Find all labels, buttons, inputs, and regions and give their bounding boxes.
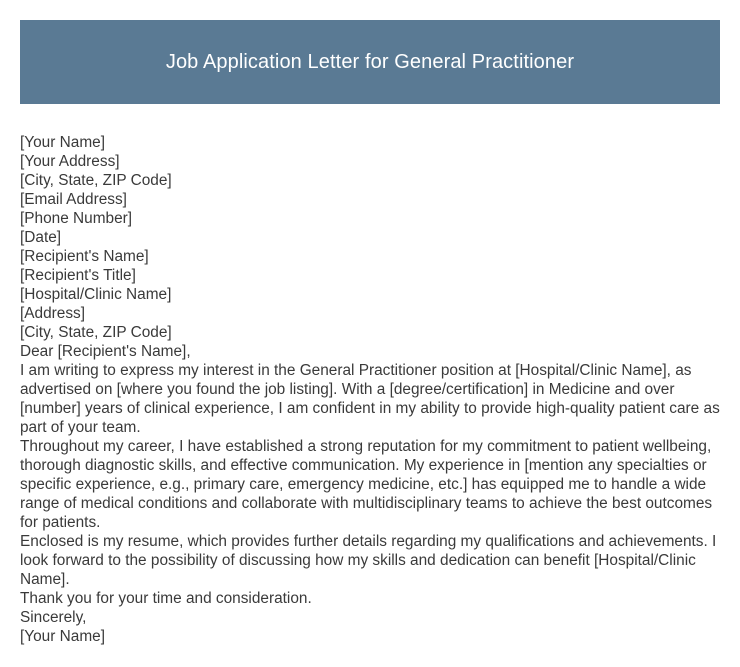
paragraph-experience: Throughout my career, I have established a strong reputation for my commitment to patient wellbeing, thorough diagnostic skills, and effective communication. My experience in [mention any specialties or specific experience, e.g., primary care, emergency medicine, etc.] has equipped me to handle a wide range of medical conditions and collaborate with multidisciplinary teams to achieve the best outcomes for patients.	[20, 438, 713, 531]
letter-date: [Date]	[20, 229, 62, 246]
sender-name: [Your Name]	[20, 134, 105, 151]
closing: Sincerely,	[20, 609, 87, 626]
sender-email: [Email Address]	[20, 191, 127, 208]
sender-phone: [Phone Number]	[20, 210, 133, 227]
thanks-line: Thank you for your time and consideration.	[20, 590, 312, 607]
sender-address: [Your Address]	[20, 153, 120, 170]
recipient-organization: [Hospital/Clinic Name]	[20, 286, 172, 303]
sender-city-state-zip: [City, State, ZIP Code]	[20, 172, 172, 189]
letter-body	[20, 133, 724, 646]
recipient-name: [Recipient's Name]	[20, 248, 149, 265]
letter-header-banner	[20, 20, 720, 104]
recipient-address: [Address]	[20, 305, 86, 322]
signature-name: [Your Name]	[20, 628, 105, 645]
recipient-city-state-zip: [City, State, ZIP Code]	[20, 324, 172, 341]
paragraph-enclosure: Enclosed is my resume, which provides further details regarding my qualifications and achievements. I look forward to the possibility of discussing how my skills and dedication can benefit [Hospital/Clinic Name].	[20, 533, 717, 588]
paragraph-intro: I am writing to express my interest in the General Practitioner position at [Hospital/Clinic Name], as advertised on [where you found the job listing]. With a [degree/certification] in Medicine and over [number] years of clinical experience, I am confident in my ability to provide high-quality patient care as part of your team.	[20, 362, 720, 436]
salutation: Dear [Recipient's Name],	[20, 343, 191, 360]
recipient-title: [Recipient's Title]	[20, 267, 136, 284]
page-title: Job Application Letter for General Practitioner	[165, 50, 575, 73]
